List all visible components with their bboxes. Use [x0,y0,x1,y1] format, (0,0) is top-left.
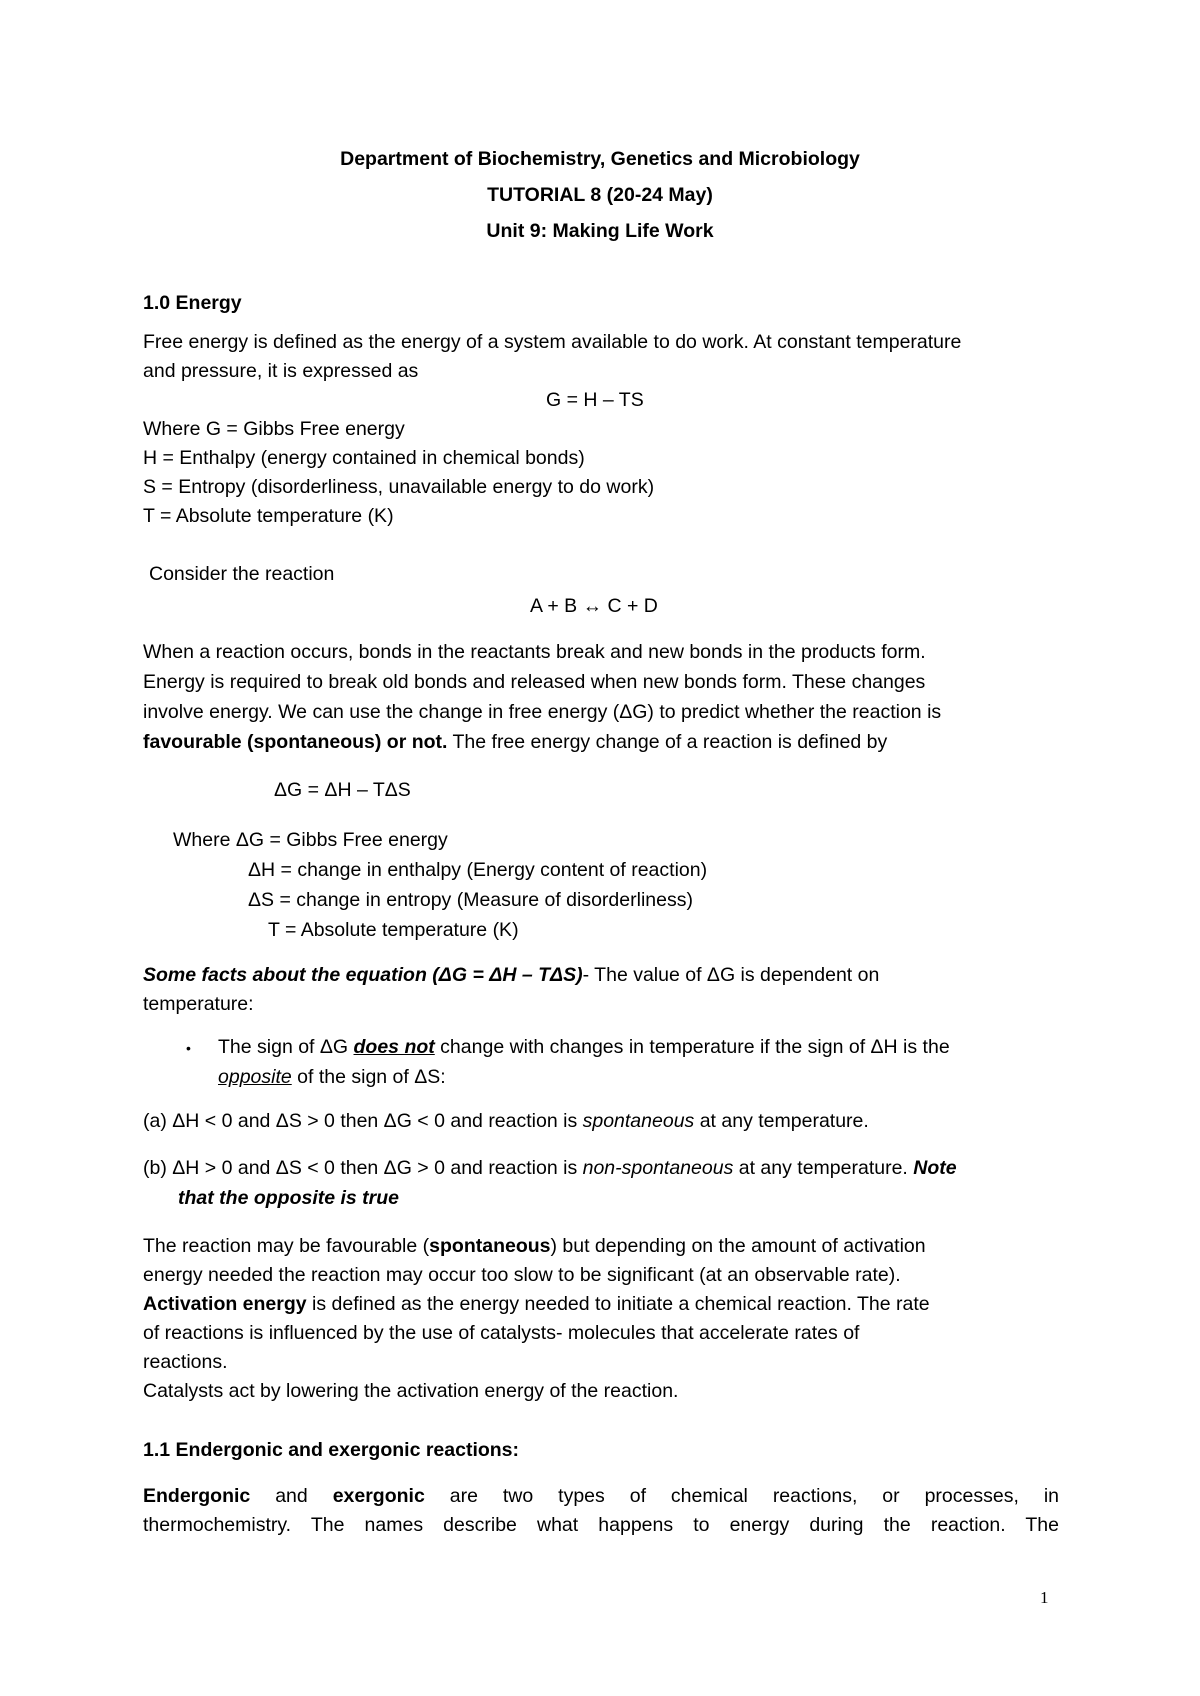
italic-phrase: non-spontaneous [582,1157,734,1179]
unit-title: Unit 9: Making Life Work [486,220,714,242]
paragraph-line: Catalysts act by lowering the activation energy of the reaction. [143,1380,679,1402]
case-line [143,1112,869,1132]
definition-line: ΔS = change in entropy (Measure of disorderliness) [248,889,693,911]
text-run: (a) ΔH < 0 and ΔS > 0 then ΔG < 0 and reaction is [143,1110,583,1132]
definition-line: ΔH = change in enthalpy (Energy content of reaction) [248,859,708,881]
text-run: (b) ΔH > 0 and ΔS < 0 then ΔG > 0 and reaction is [143,1157,583,1179]
paragraph-line: Free energy is defined as the energy of a system available to do work. At constant temperature [143,331,962,353]
bold-phrase: favourable (spontaneous) or not. [143,731,448,753]
paragraph-line: Energy is required to break old bonds and released when new bonds form. These changes [143,671,926,693]
emphasis-phrase: opposite [218,1066,292,1088]
delta-g-equation: ΔG = ΔH – TΔS [274,779,411,801]
paragraph-line: When a reaction occurs, bonds in the reactants break and new bonds in the products form. [143,641,926,663]
paragraph-line: involve energy. We can use the change in free energy (ΔG) to predict whether the reaction is [143,701,942,723]
facts-line: temperature: [143,993,254,1015]
reaction-equation: A + B ↔ C + D [530,595,658,617]
bold-italic-phrase: Some facts about the equation (ΔG = ΔH – TΔS) [143,964,583,986]
definition-line: S = Entropy (disorderliness, unavailable energy to do work) [143,476,655,498]
text-run: change with changes in temperature if the sign of ΔH is the [434,1036,950,1058]
text-run: ) but depending on the amount of activation [550,1235,926,1257]
definition-line: H = Enthalpy (energy contained in chemical bonds) [143,447,585,469]
section-heading-reactions: 1.1 Endergonic and exergonic reactions: [143,1439,520,1461]
facts-line [143,966,879,986]
paragraph-line: reactions. [143,1351,228,1373]
emphasis-phrase: does not [353,1036,435,1058]
italic-phrase: spontaneous [582,1110,695,1132]
text-run: of the sign of ΔS: [291,1066,446,1088]
section-heading-energy: 1.0 Energy [143,292,242,314]
definition-line: T = Absolute temperature (K) [143,505,394,527]
paragraph-line: and pressure, it is expressed as [143,360,419,382]
bullet-marker: • [186,1040,191,1056]
consider-text: Consider the reaction [149,563,335,585]
bold-phrase: spontaneous [429,1235,551,1257]
definition-line: Where G = Gibbs Free energy [143,418,405,440]
department-title: Department of Biochemistry, Genetics and Microbiology [340,148,860,170]
text-run: at any temperature. [733,1157,914,1179]
paragraph-line: thermochemistry. The names describe what happens to energy during the reaction. The [143,1514,1059,1536]
text-run: and [250,1485,333,1507]
tutorial-title: TUTORIAL 8 (20-24 May) [487,184,713,206]
paragraph-line: energy needed the reaction may occur too slow to be significant (at an observable rate). [143,1264,901,1286]
gibbs-equation: G = H – TS [546,389,644,411]
text-run: The sign of ΔG [218,1036,354,1058]
case-line [143,1159,957,1179]
case-line: that the opposite is true [178,1187,400,1209]
text-run: is defined as the energy needed to initiate a chemical reaction. The rate [306,1293,930,1315]
bullet-line [218,1038,950,1058]
text-run: The free energy change of a reaction is defined by [447,731,888,753]
text-run: - The value of ΔG is dependent on [582,964,880,986]
text-run: are two types of chemical reactions, or processes, in [424,1485,1059,1507]
paragraph-line [143,1487,1059,1507]
page-number: 1 [1040,1588,1049,1607]
bold-italic-phrase: Note [913,1157,957,1179]
paragraph-line [143,1295,930,1315]
definition-line: T = Absolute temperature (K) [268,919,519,941]
bold-phrase: exergonic [332,1485,425,1507]
text-run: The reaction may be favourable ( [143,1235,430,1257]
bold-phrase: Activation energy [143,1293,307,1315]
paragraph-line [143,1237,926,1257]
bold-phrase: Endergonic [143,1485,251,1507]
paragraph-line [143,733,887,753]
definition-line: Where ΔG = Gibbs Free energy [173,829,448,851]
paragraph-line: of reactions is influenced by the use of catalysts- molecules that accelerate rates of [143,1322,860,1344]
text-run: at any temperature. [694,1110,869,1132]
bullet-line [218,1068,446,1088]
